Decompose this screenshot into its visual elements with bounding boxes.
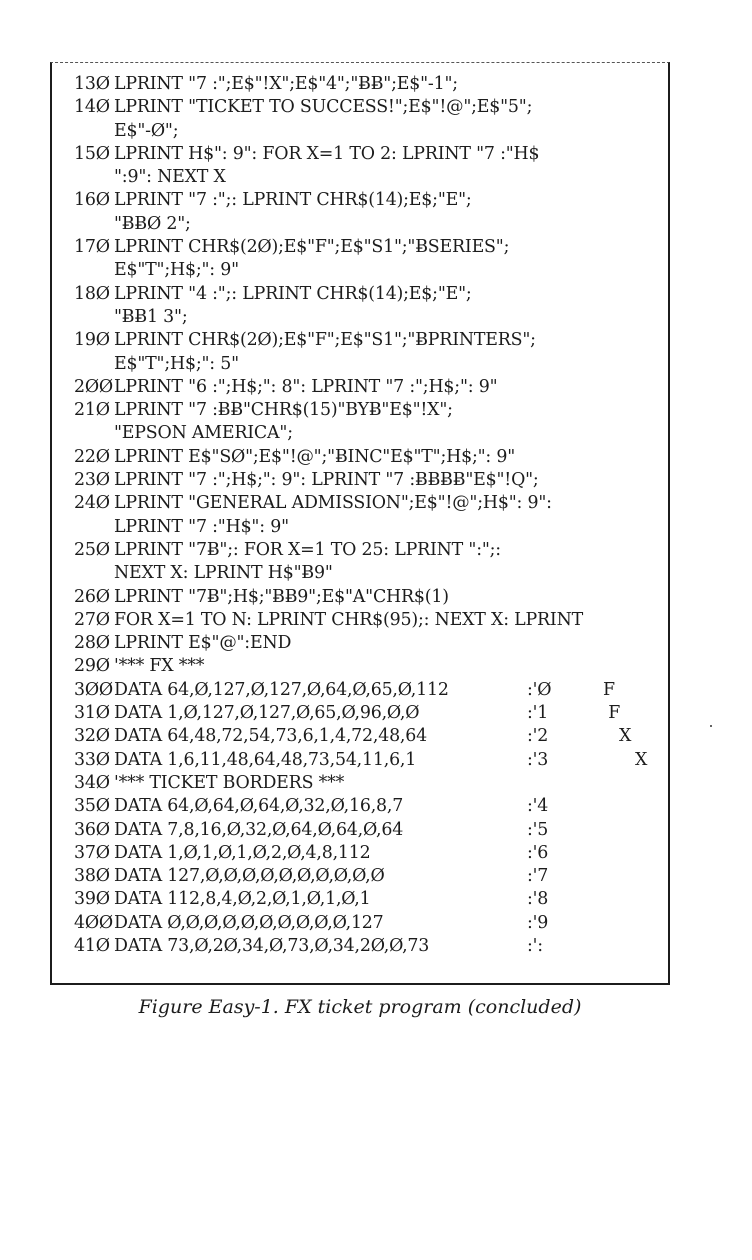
code-listing <box>74 73 664 958</box>
code-statement: LPRINT "7Ƀ";: FOR X=1 TO 25: LPRINT ":";: <box>114 539 501 560</box>
code-line <box>74 353 664 376</box>
code-line <box>74 213 664 236</box>
line-number: 35Ø <box>74 796 110 817</box>
code-statement: LPRINT "7 :ɃɃ"CHR$(15)"BYɃ"E$"!X"; <box>114 400 453 421</box>
code-statement: LPRINT E$"SØ";E$"!@";"ɃINC"E$"T";H$;": 9" <box>114 446 516 467</box>
code-line <box>74 888 664 911</box>
code-statement: LPRINT CHR$(2Ø);E$"F";E$"S1";"ɃPRINTERS"; <box>114 330 536 351</box>
code-statement: DATA 1,Ø,1,Ø,1,Ø,2,Ø,4,8,112 <box>114 842 371 863</box>
code-statement: DATA 1,Ø,127,Ø,127,Ø,65,Ø,96,Ø,Ø <box>114 703 420 724</box>
line-number: 36Ø <box>74 819 110 840</box>
line-number: 23Ø <box>74 470 110 491</box>
code-line <box>74 795 664 818</box>
line-number: 32Ø <box>74 726 110 747</box>
code-statement: LPRINT "7Ƀ";H$;"ɃɃ9";E$"A"CHR$(1) <box>114 586 449 607</box>
program-listing-box <box>50 62 670 985</box>
line-number: 4ØØ <box>74 912 113 933</box>
code-statement: DATA Ø,Ø,Ø,Ø,Ø,Ø,Ø,Ø,Ø,Ø,127 <box>114 912 384 933</box>
code-statement: LPRINT "GENERAL ADMISSION";E$"!@";H$": 9": <box>114 493 552 514</box>
code-line <box>74 469 664 492</box>
line-number: 25Ø <box>74 539 110 560</box>
code-line <box>74 236 664 259</box>
code-line <box>74 399 664 422</box>
code-line <box>74 422 664 445</box>
code-statement: LPRINT "6 :";H$;": 8": LPRINT "7 :";H$;": 9" <box>114 376 498 397</box>
line-number: 14Ø <box>74 97 110 118</box>
code-statement: NEXT X: LPRINT H$"Ƀ9" <box>114 563 333 584</box>
code-statement: "EPSON AMERICA"; <box>114 423 293 444</box>
data-comment: :'2 <box>527 726 549 747</box>
line-number: 13Ø <box>74 74 110 94</box>
line-number: 15Ø <box>74 143 110 164</box>
code-statement: "ɃɃØ 2"; <box>114 213 191 234</box>
line-number: 16Ø <box>74 190 110 211</box>
code-statement: LPRINT "7 :";H$;": 9": LPRINT "7 :ɃɃɃɃ"E$"!Q"; <box>114 470 539 491</box>
line-number: 3ØØ <box>74 679 113 700</box>
line-number: 39Ø <box>74 889 110 910</box>
code-statement: E$"T";H$;": 9" <box>114 260 239 281</box>
code-line <box>74 702 664 725</box>
code-statement: LPRINT CHR$(2Ø);E$"F";E$"S1";"ɃSERIES"; <box>114 237 510 258</box>
line-number: 26Ø <box>74 586 110 607</box>
code-line <box>74 935 664 958</box>
line-number: 34Ø <box>74 772 110 793</box>
code-line <box>74 96 664 119</box>
code-statement: E$"T";H$;": 5" <box>114 353 239 374</box>
data-comment: :'6 <box>527 842 549 863</box>
line-number: 18Ø <box>74 283 110 304</box>
code-statement: "ɃɃ1 3"; <box>114 306 188 327</box>
line-number: 2ØØ <box>74 376 113 397</box>
line-number: 22Ø <box>74 446 110 467</box>
code-statement: DATA 7,8,16,Ø,32,Ø,64,Ø,64,Ø,64 <box>114 819 404 840</box>
line-number: 19Ø <box>74 330 110 351</box>
line-number: 17Ø <box>74 237 110 258</box>
code-line <box>74 679 664 702</box>
data-comment: :'Ø <box>527 679 552 700</box>
line-number: 21Ø <box>74 400 110 421</box>
data-comment: :'5 <box>527 819 549 840</box>
data-comment: :': <box>527 935 543 956</box>
code-statement: DATA 64,Ø,64,Ø,64,Ø,32,Ø,16,8,7 <box>114 796 404 817</box>
code-line <box>74 516 664 539</box>
code-line <box>74 609 664 632</box>
code-line <box>74 772 664 795</box>
data-comment: :'1 <box>527 703 549 724</box>
code-line <box>74 912 664 935</box>
line-number: 38Ø <box>74 866 110 887</box>
code-statement: LPRINT E$"@":END <box>114 633 292 654</box>
code-line <box>74 376 664 399</box>
line-number: 24Ø <box>74 493 110 514</box>
line-number: 28Ø <box>74 633 110 654</box>
data-marker: F <box>587 679 615 700</box>
code-statement: E$"-Ø"; <box>114 120 179 141</box>
code-statement: DATA 127,Ø,Ø,Ø,Ø,Ø,Ø,Ø,Ø,Ø,Ø <box>114 866 385 887</box>
code-line <box>74 539 664 562</box>
code-statement: LPRINT H$": 9": FOR X=1 TO 2: LPRINT "7 :"H$ <box>114 143 540 164</box>
line-number: 37Ø <box>74 842 110 863</box>
code-line <box>74 259 664 282</box>
line-number: 31Ø <box>74 703 110 724</box>
line-number: 41Ø <box>74 935 110 956</box>
code-line <box>74 562 664 585</box>
code-statement: DATA 64,48,72,54,73,6,1,4,72,48,64 <box>114 726 427 747</box>
code-line <box>74 120 664 143</box>
line-number: 33Ø <box>74 749 110 770</box>
code-statement: DATA 1,6,11,48,64,48,73,54,11,6,1 <box>114 749 417 770</box>
code-line <box>74 749 664 772</box>
figure-caption: Figure Easy-1. FX ticket program (concluded) <box>138 996 582 1018</box>
data-comment: :'9 <box>527 912 549 933</box>
code-statement: DATA 112,8,4,Ø,2,Ø,1,Ø,1,Ø,1 <box>114 889 371 910</box>
stray-dot <box>710 725 712 727</box>
code-line <box>74 283 664 306</box>
line-number: 27Ø <box>74 609 110 630</box>
code-line <box>74 865 664 888</box>
code-statement: LPRINT "7 :"H$": 9" <box>114 516 289 537</box>
data-comment: :'3 <box>527 749 549 770</box>
code-line <box>74 492 664 515</box>
code-line <box>74 166 664 189</box>
code-statement: LPRINT "7 :";: LPRINT CHR$(14);E$;"E"; <box>114 190 472 211</box>
code-line <box>74 189 664 212</box>
code-line <box>74 73 664 96</box>
code-line <box>74 446 664 469</box>
code-line <box>74 632 664 655</box>
code-statement: '*** FX *** <box>114 656 205 677</box>
code-statement: DATA 64,Ø,127,Ø,127,Ø,64,Ø,65,Ø,112 <box>114 679 449 700</box>
code-line <box>74 329 664 352</box>
data-comment: :'8 <box>527 889 549 910</box>
data-marker: X <box>587 749 648 770</box>
code-statement: ":9": NEXT X <box>114 167 226 188</box>
data-marker: X <box>587 726 632 747</box>
code-statement: DATA 73,Ø,2Ø,34,Ø,73,Ø,34,2Ø,Ø,73 <box>114 935 430 956</box>
code-line <box>74 306 664 329</box>
code-line <box>74 586 664 609</box>
code-line <box>74 725 664 748</box>
code-line <box>74 655 664 678</box>
code-statement: FOR X=1 TO N: LPRINT CHR$(95);: NEXT X: LPRINT <box>114 609 584 630</box>
code-statement: LPRINT "7 :";E$"!X";E$"4";"ɃɃ";E$"-1"; <box>114 74 458 94</box>
code-statement: LPRINT "TICKET TO SUCCESS!";E$"!@";E$"5"; <box>114 97 533 118</box>
data-comment: :'7 <box>527 866 549 887</box>
data-marker: F <box>587 703 621 724</box>
code-statement: LPRINT "4 :";: LPRINT CHR$(14);E$;"E"; <box>114 283 472 304</box>
data-comment: :'4 <box>527 796 549 817</box>
code-line <box>74 842 664 865</box>
line-number: 29Ø <box>74 656 110 677</box>
code-line <box>74 143 664 166</box>
code-statement: '*** TICKET BORDERS *** <box>114 772 345 793</box>
code-line <box>74 819 664 842</box>
